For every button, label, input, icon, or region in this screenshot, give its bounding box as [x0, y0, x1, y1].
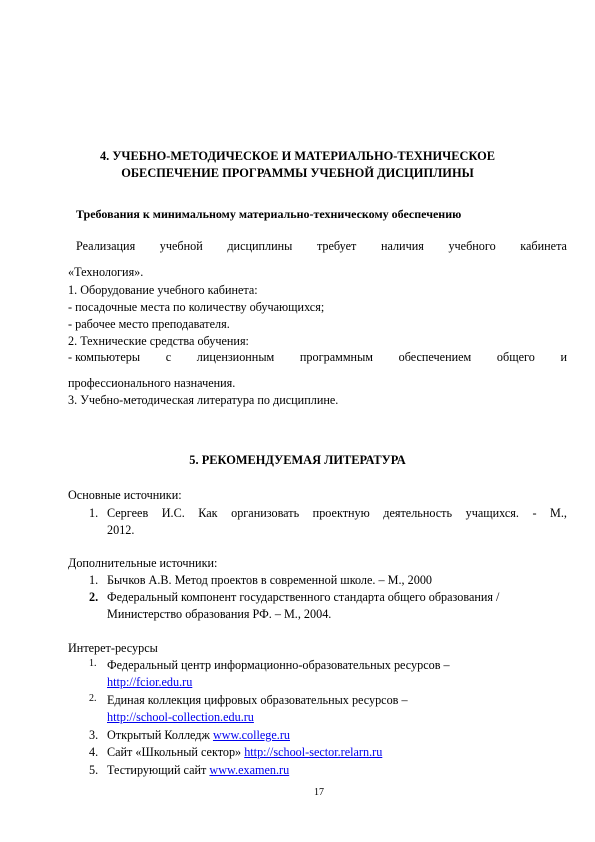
internet-resource-item [107, 745, 382, 760]
internet-resource-number: 2. [89, 693, 97, 704]
section4-title-line1: 4. УЧЕБНО-МЕТОДИЧЕСКОЕ И МАТЕРИАЛЬНО-ТЕХНИЧЕСКОЕ [99, 149, 496, 163]
section4-title-line2: ОБЕСПЕЧЕНИЕ ПРОГРАММЫ УЧЕБНОЙ ДИСЦИПЛИНЫ [121, 166, 474, 180]
extra-source-number: 2. [89, 590, 99, 604]
computers-word: - компьютеры [68, 350, 141, 364]
extra-source-item: Бычков А.В. Метод проектов в современной школе. – М., 2000 [107, 573, 433, 587]
computers-word: программным [299, 350, 373, 364]
computers-word: общего [496, 350, 535, 364]
intro-word: кабинета [520, 239, 567, 253]
college-link[interactable]: www.college.ru [212, 728, 290, 742]
computers-continuation: профессионального назначения. [68, 376, 236, 390]
school-sector-link[interactable]: http://school-sector.relarn.ru [244, 745, 383, 759]
internet-resource-text: Единая коллекция цифровых образовательных ресурсов – [107, 693, 408, 707]
internet-resources-label: Интерет-ресурсы [68, 641, 158, 655]
intro-continuation: «Технология». [68, 265, 144, 279]
intro-word: учебной [159, 239, 203, 253]
main-source-word: Как [198, 506, 218, 520]
extra-source-item-continuation: Министерство образования РФ. – М., 2004. [107, 607, 332, 621]
internet-resource-number: 5. [89, 763, 99, 777]
main-source-line [107, 506, 567, 521]
main-source-word: М., [550, 506, 567, 520]
computers-word: обеспечением [398, 350, 472, 364]
main-source-word: деятельность [383, 506, 453, 520]
section5-title: 5. РЕКОМЕНДУЕМАЯ ЛИТЕРАТУРА [189, 453, 406, 467]
extra-sources-label: Дополнительные источники: [68, 556, 218, 570]
main-source-word: учащихся. [465, 506, 519, 520]
main-source-word: И.С. [161, 506, 185, 520]
literature-line: 3. Учебно-методическая литература по дисциплине. [68, 393, 339, 407]
school-collection-link[interactable]: http://school-collection.edu.ru [107, 710, 254, 724]
internet-resource-number: 4. [89, 745, 99, 759]
computers-word: лицензионным [196, 350, 275, 364]
equipment-item-seats: - посадочные места по количеству обучающихся; [68, 300, 325, 314]
intro-word: требует [316, 239, 357, 253]
intro-word: дисциплины [227, 239, 293, 253]
fcior-link[interactable]: http://fcior.edu.ru [107, 675, 193, 689]
computers-word: с [165, 350, 172, 364]
examen-link[interactable]: www.examen.ru [209, 763, 290, 777]
intro-paragraph-line [76, 239, 567, 254]
internet-resource-text: Федеральный центр информационно-образовательных ресурсов – [107, 658, 450, 672]
equipment-heading: 1. Оборудование учебного кабинета: [68, 283, 258, 297]
computers-line [68, 350, 567, 365]
extra-source-item: Федеральный компонент государственного стандарта общего образования / [107, 590, 500, 604]
internet-resource-number: 3. [89, 728, 99, 742]
main-source-continuation: 2012. [107, 523, 135, 537]
main-sources-label: Основные источники: [68, 488, 182, 502]
main-source-word: - [532, 506, 537, 520]
main-source-number: 1. [89, 506, 99, 520]
computers-word: и [560, 350, 567, 364]
internet-resource-item [107, 728, 290, 743]
internet-resource-item [107, 763, 289, 778]
internet-resource-text: Тестирующий сайт [107, 763, 207, 777]
equipment-item-teacher: - рабочее место преподавателя. [68, 317, 230, 331]
internet-resource-text: Открытый Колледж [107, 728, 210, 742]
page-number: 17 [314, 787, 324, 798]
intro-word: Реализация [76, 239, 136, 253]
technical-means-heading: 2. Технические средства обучения: [68, 334, 249, 348]
internet-resource-text: Сайт «Школьный сектор» [107, 745, 242, 759]
main-source-word: организовать [231, 506, 300, 520]
internet-resource-number: 1. [89, 658, 97, 669]
main-source-word: проектную [312, 506, 370, 520]
intro-word: учебного [448, 239, 496, 253]
extra-source-number: 1. [89, 573, 99, 587]
intro-word: наличия [380, 239, 424, 253]
main-source-word: Сергеев [107, 506, 149, 520]
section4-subtitle: Требования к минимальному материально-техническому обеспечению [76, 207, 462, 221]
